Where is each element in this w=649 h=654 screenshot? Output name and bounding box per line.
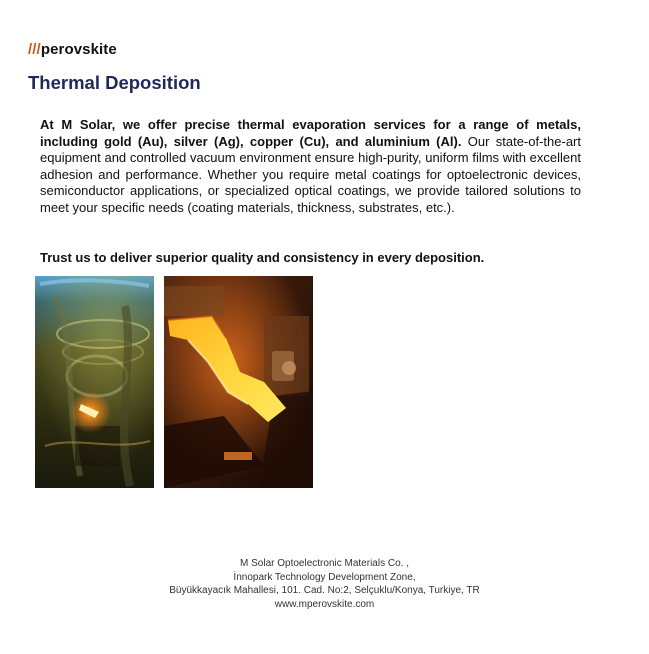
footer-address: Büyükkayacık Mahallesi, 101. Cad. No:2, Selçuklu/Konya, Turkiye, TR	[169, 585, 480, 596]
heated-boat-photo	[164, 276, 313, 488]
brand-slashes: ///	[28, 41, 41, 58]
brand-word: perovskite	[40, 41, 117, 58]
intro-rest: Our state-of-the-art equipment and controlled vacuum environment ensure high-purity, uniform films with excellent adhesion and performance. Whether you require metal coatings for optoelectronic devices, semiconductor applications, or specialized optical coatings, we provide tailored solutions to meet your specific needs (coating materials, thickness, substrates, etc.).	[40, 133, 581, 215]
intro-bold-lead: At M Solar, we offer precise thermal evaporation services for a range of metals, including gold (Au), silver (Ag), copper (Cu), and aluminium (Al).	[40, 117, 581, 149]
footer	[0, 557, 649, 611]
trust-statement: Trust us to deliver superior quality and consistency in every deposition.	[40, 250, 485, 265]
evaporation-chamber-photo	[35, 276, 154, 488]
page-title: Thermal Deposition	[28, 72, 201, 93]
footer-company: M Solar Optoelectronic Materials Co. ,	[240, 558, 409, 569]
footer-zone: İnnopark Technology Development Zone,	[233, 571, 416, 583]
intro-paragraph	[40, 117, 581, 217]
brand-logo	[28, 41, 117, 59]
footer-website[interactable]: www.mperovskite.com	[274, 598, 375, 610]
